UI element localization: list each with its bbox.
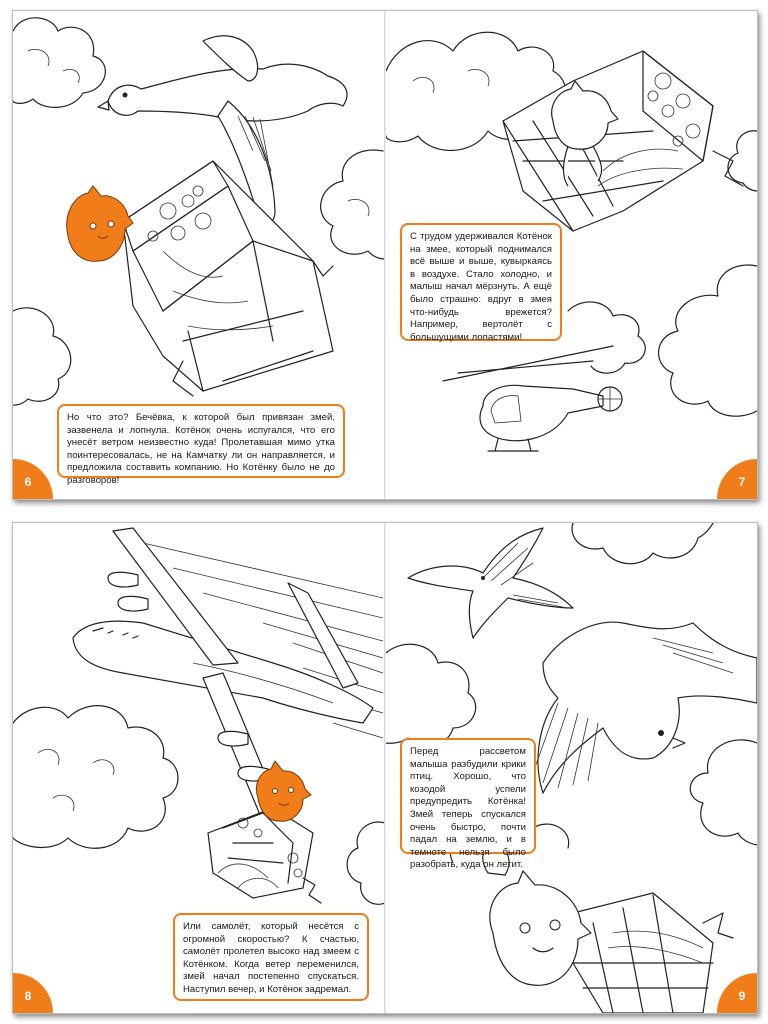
story-text: Перед рассветом малыша разбудили крики птиц. Хорошо, что козодой успели предупредить Котёнка! Змей теперь спускался очень быстро, почти падал на землю, и в темноте нельзя было разобрать, куда он летит. <box>410 746 526 871</box>
cloud-icon <box>659 265 757 416</box>
page-gutter <box>384 523 386 1013</box>
page-number-8: 8 <box>13 973 53 1013</box>
story-text: Или самолёт, который несётся с огромной скоростью? К счастью, самолёт пролетел высоко над змеем с Котёнком. Когда ветер переменился, змей начал постепенно спускаться. Наступил вечер, и Котёнок задремал. <box>183 921 359 995</box>
cloud-icon <box>572 523 713 564</box>
story-text-box <box>400 738 536 871</box>
airplane-icon <box>73 528 373 858</box>
story-text: С трудом удерживался Котёнок на змее, который поднимался всё выше и выше, кувыркаясь в воздухе. Стало холодно, и малыш начал мёрзнуть. А ещё было страшно: вдруг в змея что-нибудь врежется? Например, вертолёт с большущими лопастями! <box>410 231 552 343</box>
kite-icon <box>208 808 321 903</box>
page-number-9: 9 <box>717 973 757 1013</box>
kite-icon <box>573 893 733 1013</box>
story-text-box <box>57 404 345 486</box>
page-gutter <box>384 11 386 499</box>
cloud-icon <box>13 308 71 405</box>
cloud-icon <box>347 822 385 904</box>
cloud-icon <box>13 706 178 849</box>
page-number-7: 7 <box>717 459 757 499</box>
story-text: Но что это? Бечёвка, к которой был привязан змей, зазвенела и лопнула. Котёнок очень испугался, что его унесёт ветром неизвестно куда! Пролетавшая мимо утка поинтересовалась, не на Камчатку ли он направляется, и предложила составить компанию. Но Котёнку было не до разговоров! <box>67 412 335 486</box>
cloud-icon <box>386 644 476 746</box>
cloud-icon <box>13 18 105 108</box>
kitten-icon <box>67 186 133 261</box>
spread-pages-8-9 <box>12 522 758 1014</box>
spread-pages-6-7 <box>12 10 758 500</box>
nightjar-icon <box>408 528 573 638</box>
page-number-6: 6 <box>13 459 53 499</box>
kite-icon <box>123 161 333 396</box>
story-text-box <box>400 223 562 341</box>
kite-icon <box>503 51 743 231</box>
helicopter-icon <box>443 346 622 451</box>
story-text-box <box>173 913 369 1001</box>
cloud-icon <box>690 740 757 845</box>
nightjar-icon <box>533 622 757 793</box>
cloud-icon <box>321 150 385 259</box>
